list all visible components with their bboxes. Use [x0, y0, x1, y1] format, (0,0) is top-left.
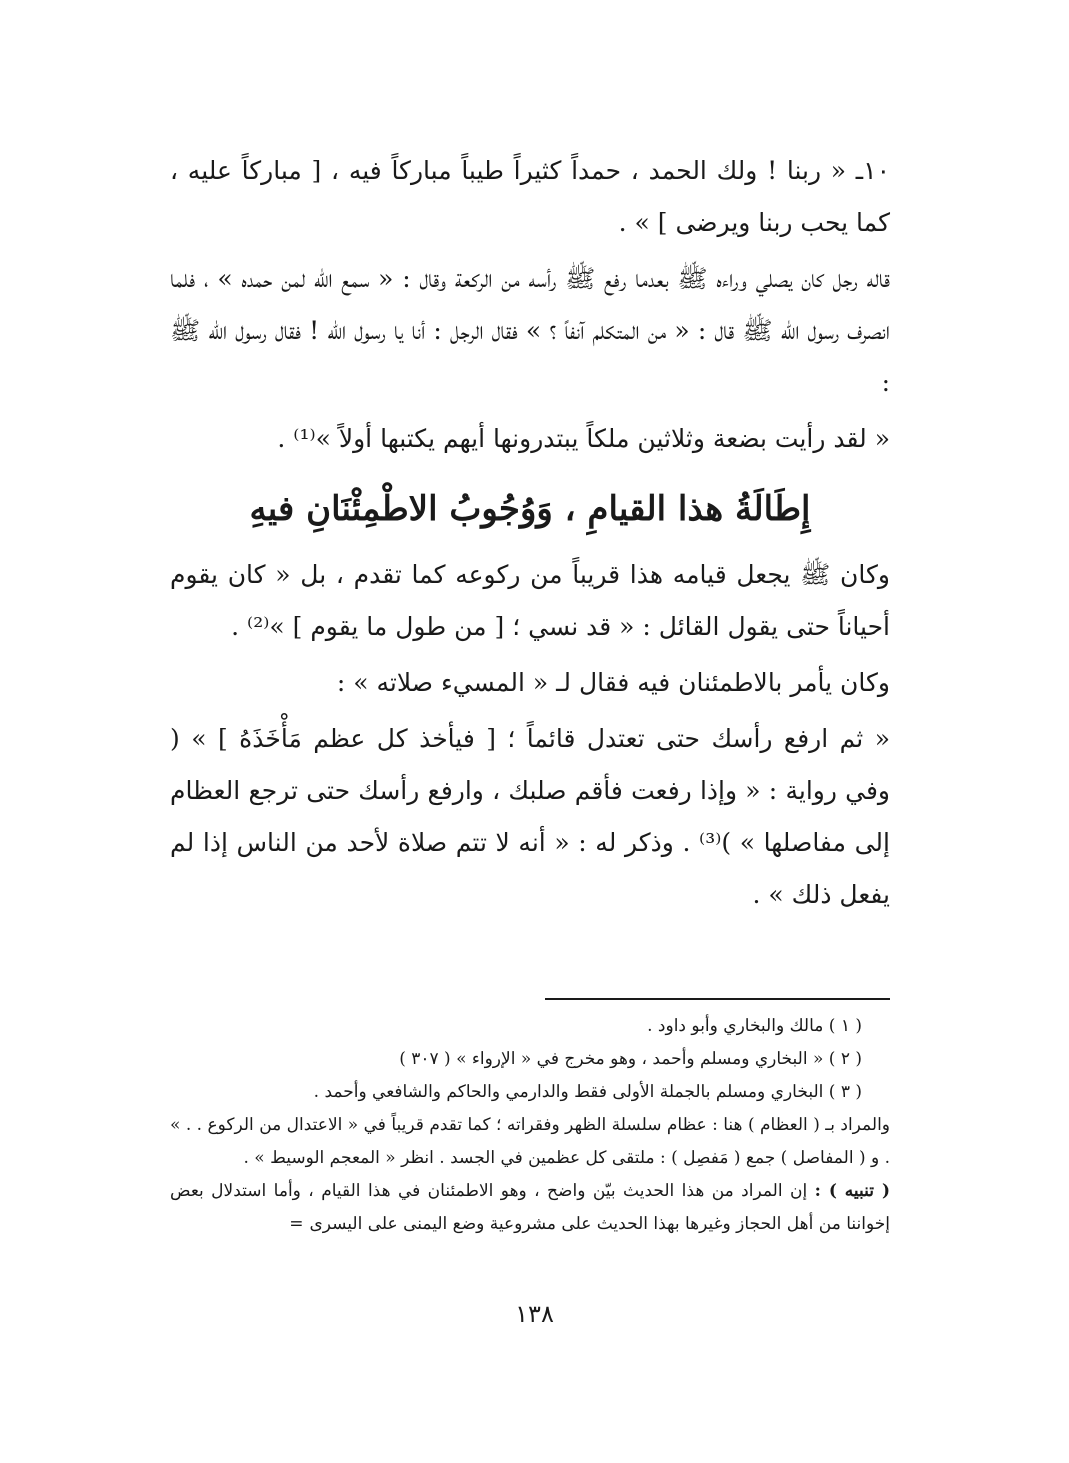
paragraph-1: ١٠ـ « ربنا ! ولك الحمد ، حمداً كثيراً طيباً مباركاً فيه ، [ مباركاً عليه ، كما يحب ربنا ويرضى ] » . [170, 156, 890, 237]
footnote-3: ( ٣ ) البخاري ومسلم بالجملة الأولى فقط والدارمي والحاكم والشافعي وأحمد . [313, 1082, 862, 1102]
paragraph-2: قاله رجل كان يصلي وراءه ﷺ بعدما رفع ﷺ رأسه من الركعة وقال : « سمع الله لمن حمده » ، فلما انصرف رسول الله ﷺ قال : « من المتكلم آنفاً ؟ » فقال الرجل : أنا يا رسول الله ! فقال رسول الله ﷺ : [170, 264, 890, 397]
footnote-remark [170, 1175, 890, 1241]
paragraph-3: « لقد رأيت بضعة وثلاثين ملكاً يبتدرونها أيهم يكتبها أولاً »⁽¹⁾ . [277, 424, 890, 453]
page-number: ١٣٨ [515, 1300, 554, 1328]
footnote-3-explanation: والمراد بـ ( العظام ) هنا : عظام سلسلة الظهر وفقراته ؛ كما تقدم قريباً في « الاعتدال من الركوع . . » . و ( المفاصل ) جمع ( مَفصِل ) : ملتقى كل عظمين في الجسد . انظر « المعجم الوسيط » . [170, 1115, 890, 1168]
paragraph-6: « ثم ارفع رأسك حتى تعتدل قائماً ؛ [ فيأخذ كل عظم مَأْخَذَهُ ] » ( وفي رواية : « وإذا رفعت فأقم صلبك ، وارفع رأسك حتى ترجع العظام إلى مفاصلها » )⁽³⁾ . وذكر له : « أنه لا تتم صلاة لأحد من الناس إذا لم يفعل ذلك » . [170, 724, 890, 909]
remark-text: إن المراد من هذا الحديث بيّن واضح ، وهو الاطمئنان في هذا القيام ، وأما استدلال بعض إخواننا من أهل الحجاز وغيرها بهذا الحديث على مشروعية وضع اليمنى على اليسرى [170, 1181, 890, 1234]
paragraph-5: وكان يأمر بالاطمئنان فيه فقال لـ « المسيء صلاته » : [336, 668, 890, 697]
continuation-mark: = [289, 1214, 304, 1234]
remark-label: ( تنبيه ) : [814, 1181, 890, 1201]
footnote-2: ( ٢ ) « البخاري ومسلم وأحمد ، وهو مخرج في « الإرواء » ( ٣٠٧ ) [399, 1049, 862, 1069]
section-heading: إِطَالَةُ هذا القيامِ ، وَوُجُوبُ الاطْمِئْنَانِ فيهِ [249, 489, 811, 529]
page-body [170, 145, 890, 921]
footnote-1: ( ١ ) مالك والبخاري وأبو داود . [647, 1016, 862, 1036]
paragraph-4: وكان ﷺ يجعل قيامه هذا قريباً من ركوعه كما تقدم ، بل « كان يقوم أحياناً حتى يقول القائل : « قد نسي ؛ [ من طول ما يقوم ] »⁽²⁾ . [170, 560, 890, 641]
footnotes [170, 1010, 890, 1241]
footnote-divider [545, 998, 890, 1000]
